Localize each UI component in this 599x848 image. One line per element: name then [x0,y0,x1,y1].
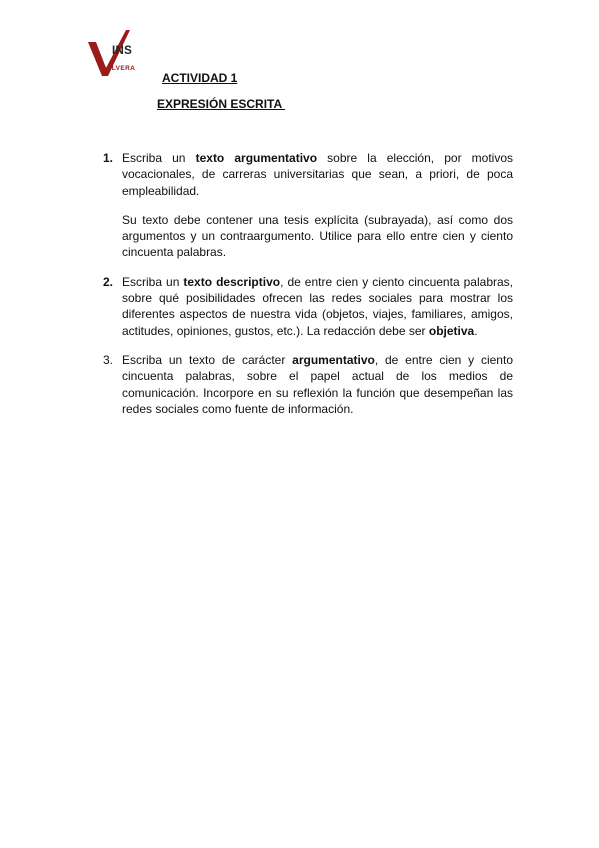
task-text: Escriba un [122,274,184,289]
task-text: sobre la elección, por motivos vocacionales, de carreras universitarias que sean, a priori, de poca empleabilidad. [122,151,514,198]
task-item [103,150,513,261]
task-text: Escriba un [122,151,196,165]
task-paragraph: Su texto debe contener una tesis explícita (subrayada), así como dos argumentos y un contraargumento. Utilice para ello entre cien y ciento cincuenta palabras. [122,212,513,260]
task-paragraph [122,150,513,199]
task-text: . [474,323,478,338]
task-paragraph [122,274,513,339]
task-item [103,352,513,417]
task-number: 3. [103,352,114,367]
activity-subtitle: EXPRESIÓN ESCRITA [157,97,286,111]
task-text: , de entre cien y ciento cincuenta palabras, sobre el papel actual de los medios de comunicación. Incorpore en su reflexión la función que desempeñan las redes sociales como fuente de información. [122,352,513,416]
task-text: Escriba un texto de carácter [122,352,293,367]
task-number: 1. [103,151,114,165]
task-item [103,274,513,339]
task-list [103,150,513,417]
activity-title: ACTIVIDAD 1 [162,71,238,85]
task-paragraph [122,352,513,417]
logo-text: INS [112,45,133,57]
task-text: , de entre cien y ciento cincuenta palabras, sobre qué posibilidades ofrecen las redes sociales para mostrar los diferentes aspectos de nuestra vida (objetos, viajes, familiares, amigos, actitudes, opiniones, gustos, etc.). La redacción debe ser [122,274,513,338]
task-emphasis: texto argumentativo [195,151,318,165]
task-emphasis: objetiva [428,323,475,338]
task-number: 2. [103,274,114,289]
task-emphasis: texto descriptivo [183,274,281,289]
logo-subtext: VALLVERA [98,65,136,72]
task-emphasis: argumentativo [292,352,375,367]
